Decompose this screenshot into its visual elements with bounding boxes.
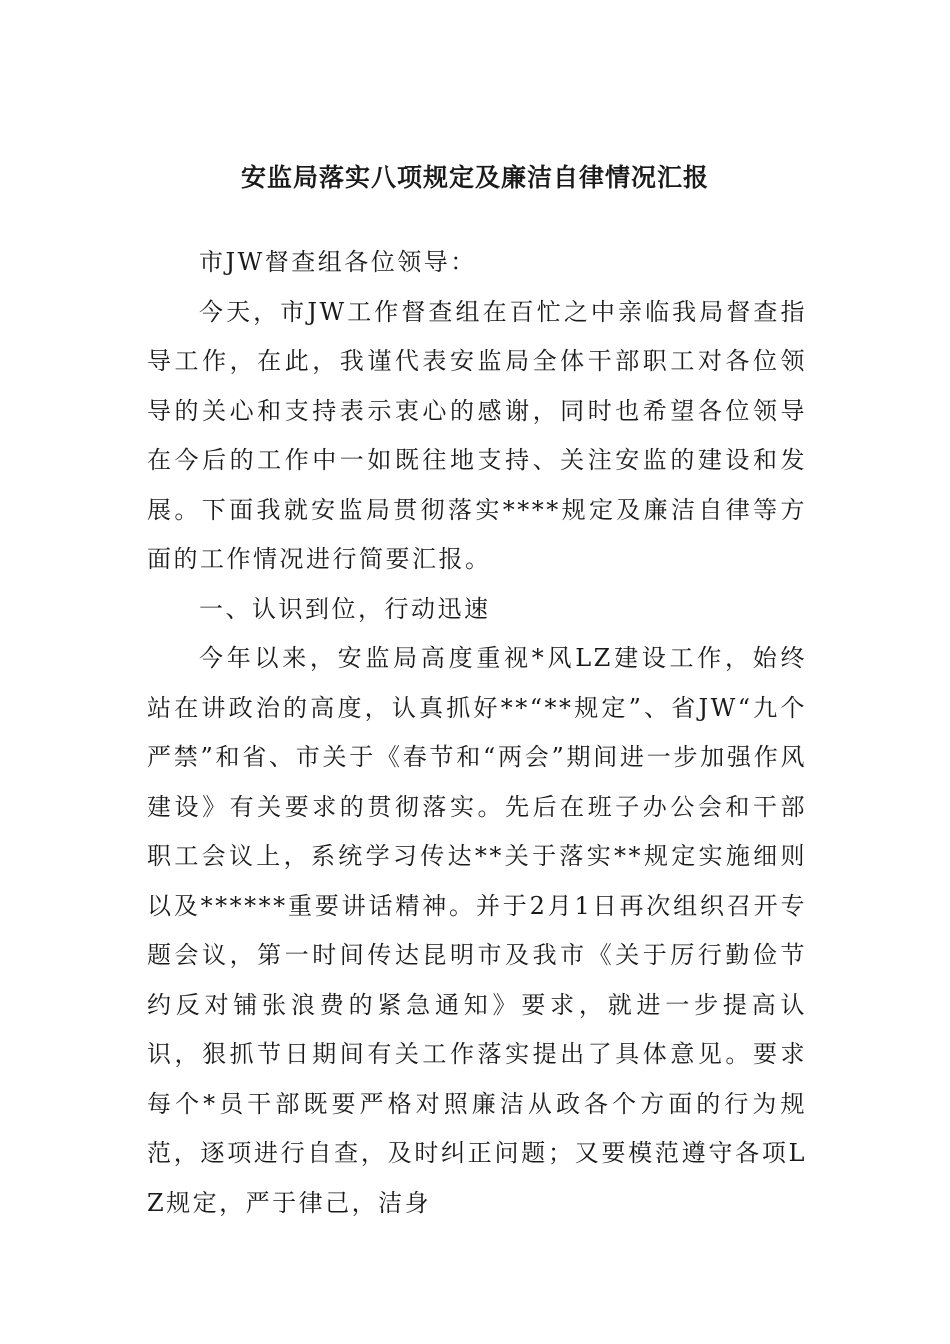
paragraph-section-1: 今年以来，安监局高度重视*风LZ建设工作，始终站在讲政治的高度，认真抓好**“**规定”、省JW“九个严禁”和省、市关于《春节和“两会”期间进一步加强作风建设》有关要求的贯彻落实。先后在班子办公会和干部职工会议上，系统学习传达**关于落实**规定实施细则以及******重要讲话精神。并于2月1日再次组织召开专题会议，第一时间传达昆明市及我市《关于厉行勤俭节约反对铺张浪费的紧急通知》要求，就进一步提高认识，狠抓节日期间有关工作落实提出了具体意见。要求每个*员干部既要严格对照廉洁从政各个方面的行为规范，逐项进行自查，及时纠正问题；又要模范遵守各项LZ规定，严于律己，洁身 bbox=[147, 644, 807, 1217]
paragraph-intro: 今天，市JW工作督查组在百忙之中亲临我局督查指导工作，在此，我谨代表安监局全体干部职工对各位领导的关心和支持表示衷心的感谢，同时也希望各位领导在今后的工作中一如既往地支持、关注安监的建设和发展。下面我就安监局贯彻落实****规定及廉洁自律等方面的工作情况进行简要汇报。 bbox=[147, 297, 807, 573]
salutation: 市JW督查组各位领导： bbox=[199, 248, 477, 276]
section-heading: 一、认识到位，行动迅速 bbox=[199, 594, 491, 623]
document-body bbox=[147, 238, 807, 1228]
document-title: 安监局落实八项规定及廉洁自律情况汇报 bbox=[240, 163, 709, 192]
